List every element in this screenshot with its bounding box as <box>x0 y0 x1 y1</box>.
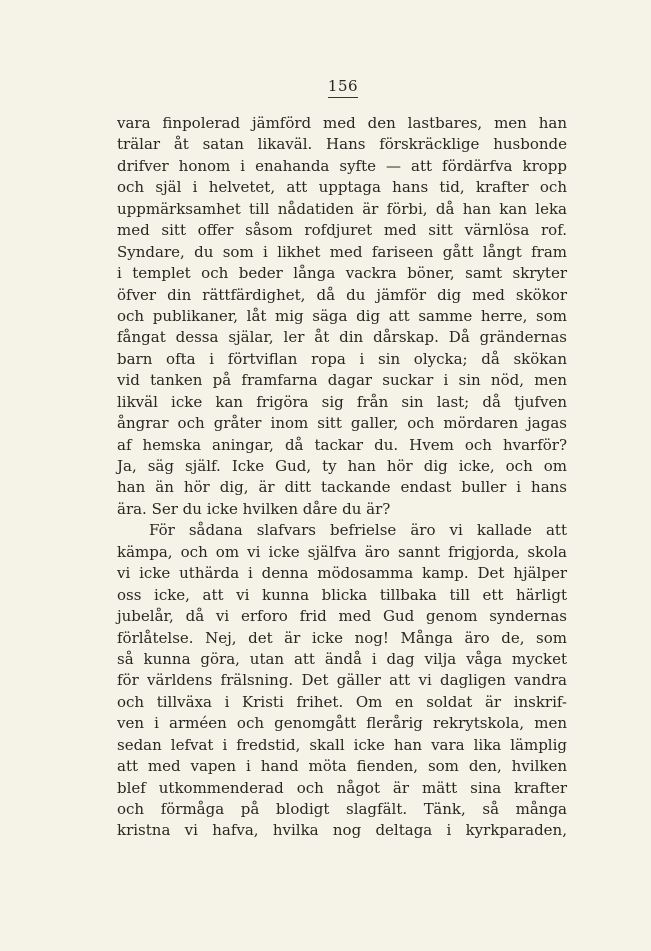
text-line: vi icke uthärda i denna mödosamma kamp. Det hjälper <box>117 564 567 583</box>
text-line: Syndare, du som i likhet med fariseen gått långt fram <box>117 242 567 261</box>
text-line: och publikaner, låt mig säga dig att samme herre, som <box>117 306 567 325</box>
text-line: jubelår, då vi erforo frid med Gud genom syndernas <box>117 607 567 626</box>
text-line: För sådana slafvars befrielse äro vi kallade att <box>149 521 567 540</box>
text-line: ära. Ser du icke hvilken dåre du är? <box>117 499 391 518</box>
text-line: ven i arméen och genomgått flerårig rekrytskola, men <box>117 714 567 733</box>
text-line: för världens frälsning. Det gäller att vi dagligen vandra <box>117 671 567 690</box>
text-line: fångat dessa själar, ler åt din dårskap. Då grändernas <box>117 328 567 347</box>
page-number-rule <box>328 97 358 98</box>
text-line: vid tanken på framfarna dagar suckar i sin nöd, men <box>117 371 567 390</box>
text-line: barn ofta i förtviflan ropa i sin olycka; då skökan <box>117 349 567 368</box>
page-number: 156 <box>327 77 359 95</box>
text-line: förlåtelse. Nej, det är icke nog! Många äro de, som <box>117 628 567 647</box>
text-line: i templet och beder långa vackra böner, samt skryter <box>117 264 567 283</box>
text-line: och tillväxa i Kristi frihet. Om en soldat är inskrif- <box>117 692 567 711</box>
text-line: öfver din rättfärdighet, då du jämför dig med skökor <box>117 285 567 304</box>
text-line: trälar åt satan likaväl. Hans förskräcklige husbonde <box>117 135 567 154</box>
text-line: att med vapen i hand möta fienden, som den, hvilken <box>117 757 567 776</box>
body-text <box>117 113 567 842</box>
text-line: kristna vi hafva, hvilka nog deltaga i kyrkparaden, <box>117 821 567 840</box>
text-line: af hemska aningar, då tackar du. Hvem och hvarför? <box>117 435 567 454</box>
text-line: ångrar och gråter inom sitt galler, och mördaren jagas <box>117 414 567 433</box>
text-line: så kunna göra, utan att ändå i dag vilja våga mycket <box>117 649 567 668</box>
text-line: vara finpolerad jämförd med den lastbares, men han <box>117 114 567 132</box>
text-line: han än hör dig, är ditt tackande endast buller i hans <box>117 478 567 497</box>
text-line: uppmärksamhet till nådatiden är förbi, då han kan leka <box>117 199 567 218</box>
text-line: drifver honom i enahanda syfte — att fördärfva kropp <box>117 156 567 175</box>
text-line: kämpa, och om vi icke själfva äro sannt frigjorda, skola <box>117 542 567 561</box>
text-line: och förmåga på blodigt slagfält. Tänk, så många <box>117 800 567 818</box>
text-line: med sitt offer såsom rofdjuret med sitt värnlösa rof. <box>117 221 567 240</box>
text-line: och själ i helvetet, att upptaga hans tid, krafter och <box>117 178 567 197</box>
text-line: oss icke, att vi kunna blicka tillbaka till ett härligt <box>117 585 567 604</box>
text-line: sedan lefvat i fredstid, skall icke han vara lika lämplig <box>117 735 567 754</box>
text-line: likväl icke kan frigöra sig från sin last; då tjufven <box>117 392 567 411</box>
text-line: Ja, säg själf. Icke Gud, ty han hör dig icke, och om <box>117 457 567 475</box>
text-line: blef utkommenderad och något är mätt sina krafter <box>117 778 567 797</box>
